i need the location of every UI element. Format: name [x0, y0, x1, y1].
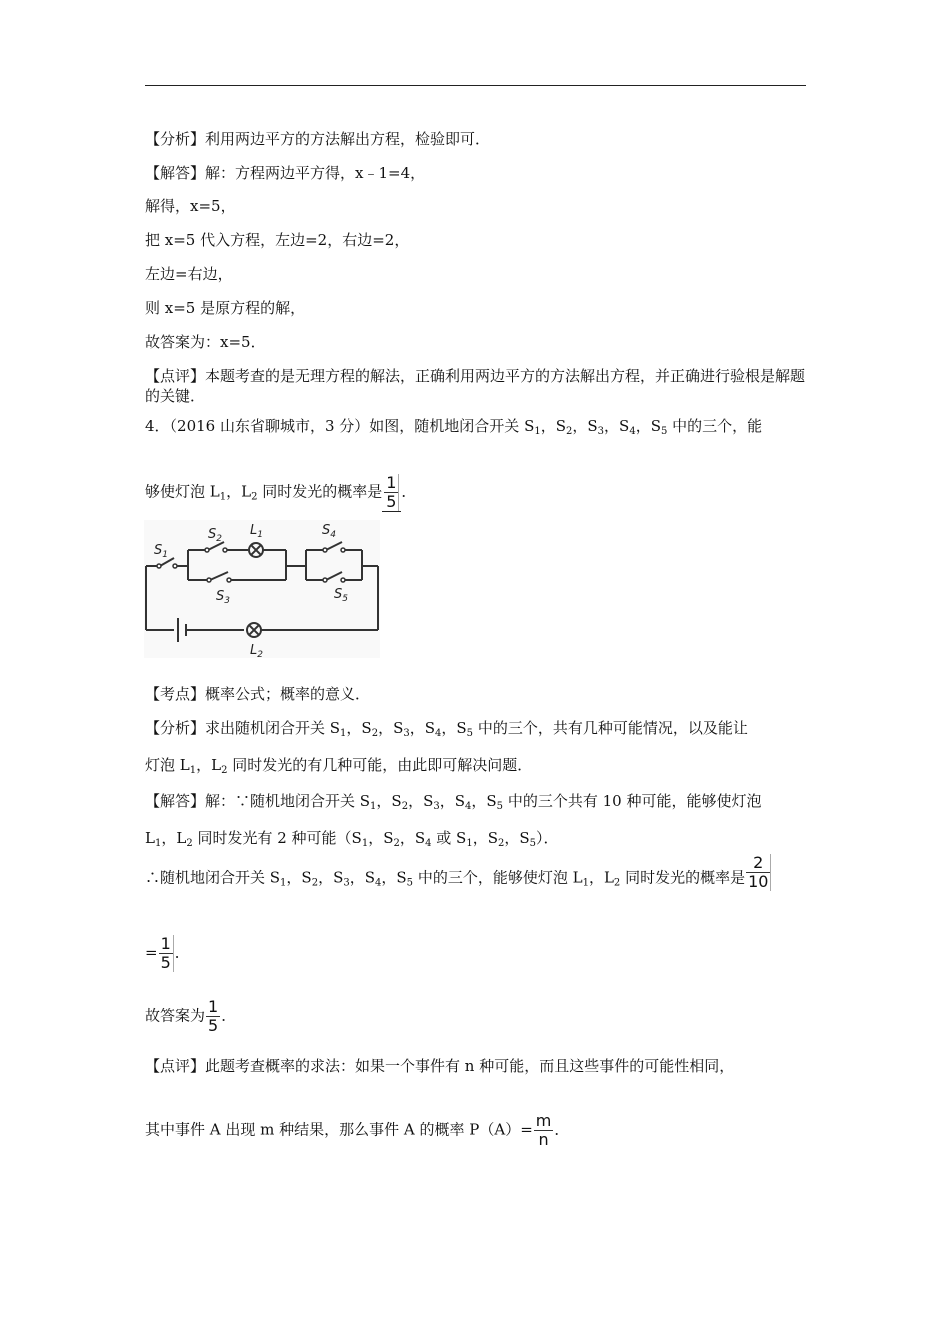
- answer-line-3: 把 x=5 代入方程，左边=2，右边=2，: [145, 231, 410, 249]
- answer-line-5: 则 x=5 是原方程的解，: [145, 299, 306, 317]
- answer-line-2: 解得，x=5，: [145, 197, 236, 215]
- label-s2: $S_2$: [208, 527, 222, 544]
- fraction-m-n: $\frac{m}{n}$: [535, 1111, 552, 1149]
- jieda-line-2: $L_1$，$L_2$ 同时发光有 2 种可能（$S_1$，$S_2$，$S_4$ 或 $S_1$，$S_2$，$S_5$）．: [145, 829, 559, 849]
- comment2-line-1: 【点评】此题考查概率的求法：如果一个事件有 n 种可能，而且这些事件的可能性相同，: [145, 1057, 735, 1075]
- simplified-line: = $\frac{1}{5}$ ．: [145, 934, 190, 972]
- final-answer-line: 故答案为 $\frac{1}{5}$ ．: [145, 997, 237, 1035]
- fraction-1-5: $\frac{1}{5}$: [159, 935, 174, 972]
- question-4-stem-cont: 够使灯泡 $L_1$，$L_2$ 同时发光的概率是 $\frac{1}{5}$ ．: [145, 473, 417, 511]
- label-s5: $S_5$: [334, 587, 348, 604]
- answer-line-4: 左边=右边，: [145, 265, 233, 283]
- label-l1: $L_1$: [250, 523, 263, 540]
- analysis-line: 【分析】利用两边平方的方法解出方程，检验即可．: [145, 130, 491, 148]
- label-s1: $S_1$: [154, 543, 168, 560]
- comment-paragraph: 【点评】本题考查的是无理方程的解法，正确利用两边平方的方法解出方程，并正确进行验根是解题的关键．: [145, 367, 806, 405]
- comment2-line-2: 其中事件 A 出现 m 种结果，那么事件 A 的概率 P（A）= $\frac{m}{n}$ ．: [145, 1111, 570, 1149]
- label-s4: $S_4$: [322, 523, 336, 540]
- answer-line-1: 【解答】解：方程两边平方得，x﹣1=4，: [145, 164, 426, 182]
- fraction-2-10: $\frac{2}{10}$: [746, 854, 771, 891]
- label-s3: $S_3$: [216, 589, 230, 606]
- header-rule: [145, 85, 806, 86]
- question-4-stem: 4．（2016 山东省聊城市，3 分）如图，随机地闭合开关 $S_1$，$S_2$，$S_3$，$S_4$，$S_5$ 中的三个，能: [145, 417, 763, 437]
- circuit-diagram: [144, 520, 380, 660]
- answer-line-6: 故答案为：x=5．: [145, 333, 266, 351]
- fenxi-line-1: 【分析】求出随机闭合开关 $S_1$，$S_2$，$S_3$，$S_4$，$S_5$ 中的三个，共有几种可能情况，以及能让: [145, 719, 748, 739]
- therefore-line: ∴随机地闭合开关 $S_1$，$S_2$，$S_3$，$S_4$，$S_5$ 中的三个，能够使灯泡 $L_1$，$L_2$ 同时发光的概率是 $\frac{2}{10}$: [145, 866, 772, 891]
- final-fraction: $\frac{1}{5}$: [208, 997, 219, 1035]
- jieda-line-1: 【解答】解：∵随机地闭合开关 $S_1$，$S_2$，$S_3$，$S_4$，$S_5$ 中的三个共有 10 种可能，能够使灯泡: [145, 792, 762, 812]
- label-l2: $L_2$: [250, 643, 263, 660]
- fenxi-line-2: 灯泡 $L_1$，$L_2$ 同时发光的有几种可能，由此即可解决问题．: [145, 756, 533, 776]
- answer-fraction: $\frac{1}{5}$: [384, 474, 399, 511]
- kaodian-line: 【考点】概率公式；概率的意义．: [145, 685, 371, 703]
